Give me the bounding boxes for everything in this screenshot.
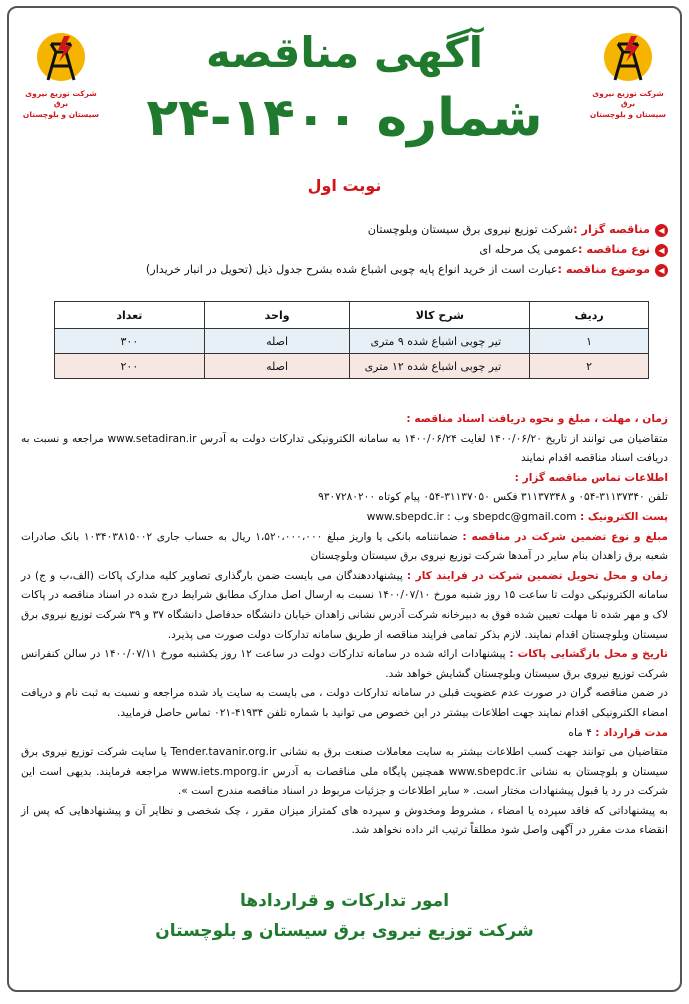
docs-text: متقاضیان می توانند از تاریخ ۱۴۰۰/۰۶/۲۰ لغایت ۱۴۰۰/۰۶/۲۴ به سامانه الکترونیکی تدارکات دولت به آدرس www.setadiran.ir مراجعه و نسبت به دریافت اسناد مناقصه اقدام نمایند: [21, 432, 668, 465]
tender-notice-page: [7, 6, 682, 992]
row-number: ۲: [530, 354, 649, 379]
info-type: [29, 240, 668, 260]
item-quantity: ۲۰۰: [55, 354, 205, 379]
delivery-heading: زمان و محل تحویل تضمین شرکت در فرایند کار :: [406, 569, 668, 582]
logo-caption-line1: شرکت توزیع نیروی برق: [592, 89, 664, 109]
tender-details: [21, 410, 668, 841]
delivery-text: پیشنهاددهندگان می بایست ضمن بارگذاری تصاویر کلیه مدارک پاکات (الف،ب و ج) در سامانه الکترونیکی دولت تا ساعت ۱۵ روز شنبه مورخ ۱۴۰۰/۰۷/۱۰ نسبت به ارسال اصل مدارک مطابق شرایط درج شده در اسناد مناقصه در پاکات لاک و مهر شده تا مهلت تعیین شده فوق به دبیرخانه شرکت آدرس نشانی زاهدان خیابان دانشگاه حدفاصل دانشگاه ۳۷ و ۳۹ شرکت توزیع نیروی برق سیستان وبلوچستان اقدام نمایند. لازم بذکر تمامی فرایند مناقصه از طریق سامانه تدارکات دولت صورت می پذیرد.: [21, 569, 668, 641]
subject-label: موضوع مناقصه :: [557, 263, 650, 276]
contact-heading: اطلاعات تماس مناقصه گزار :: [514, 471, 668, 484]
info-tenderer: [29, 220, 668, 240]
type-value: عمومی یک مرحله ای: [479, 243, 579, 256]
more-info-text: متقاضیان می توانند جهت کسب اطلاعات بیشتر به سایت معاملات صنعت برق به نشانی Tender.tavanir.org.ir یا سایت شرکت توزیع نیروی برق سیستان و بلوچستان به نشانی www.sbepdc.ir همچنین پایگاه ملی مناقصات به آدرس www.iets.mporg.ir مراجعه فرمایند. بدیهی است این شرکت در رد یا قبول پیشنهادات مختار است. « سایر اطلاعات و جزئیات مربوط در اسناد مناقصه مندرج است ».: [21, 746, 668, 798]
table-row: [55, 354, 649, 379]
item-quantity: ۳۰۰: [55, 329, 205, 354]
guarantee-text: ضمانتنامه بانکی یا واریز مبلغ ۱،۵۲۰،۰۰۰،۰۰۰ ریال به حساب جاری ۱۰۳۴۰۳۸۱۵۰۰۲ بانک صادرات شعبه برق زاهدان بنام سایر در آمدها شرکت توزیع نیروی برق سیستان وبلوچستان: [21, 530, 668, 563]
subject-value: عبارت است از خرید انواع پایه چوبی اشباع شده بشرح جدول ذیل (تحویل در انبار خریدار): [145, 263, 558, 276]
tender-number: شماره ۱۴۰۰-۲۴: [146, 88, 543, 148]
tenderer-value: شرکت توزیع نیروی برق سیستان وبلوچستان: [367, 223, 574, 236]
email-heading: پست الکترونیک :: [579, 510, 668, 523]
items-table: [54, 301, 649, 379]
guarantee-heading: مبلغ و نوع تضمین شرکت در مناقصه :: [462, 530, 668, 543]
opening-heading: تاریخ و محل بازگشایی پاکات :: [509, 648, 668, 661]
type-label: نوع مناقصه :: [578, 243, 650, 256]
arrow-left-icon: ◀: [655, 264, 668, 277]
contact-text: تلفن ۳۱۱۳۷۳۴۰-۰۵۴ و ۳۱۱۳۷۳۴۸ فکس ۳۱۱۳۷۰۵۰-۰۵۴ پیام کوتاه ۹۳۰۷۲۸۰۲۰۰: [318, 491, 668, 504]
tenderer-label: مناقصه گزار :: [573, 223, 650, 236]
docs-heading: زمان ، مهلت ، مبلغ و نحوه دریافت اسناد مناقصه :: [406, 413, 668, 425]
item-unit: اصله: [204, 329, 350, 354]
row-number: ۱: [530, 329, 649, 354]
table-row: [55, 329, 649, 354]
item-unit: اصله: [204, 354, 350, 379]
opening-text: پیشنهادات ارائه شده در سامانه تدارکات دولت در ساعت ۱۲ روز یکشنبه مورخ ۱۴۰۰/۰۷/۱۱ در سالن کنفرانس شرکت توزیع نیروی برق سیستان وبلوچستان گشایش خواهد شد.: [21, 648, 668, 680]
duration-text: ۴ ماه: [568, 726, 592, 739]
arrow-left-icon: ◀: [655, 224, 668, 237]
arrow-left-icon: ◀: [655, 244, 668, 257]
duration-heading: مدت قرارداد :: [595, 726, 668, 739]
footer-department: امور تدارکات و قراردادها: [239, 891, 450, 911]
email-text: sbepdc@gmail.com وب : www.sbepdc.ir: [366, 510, 577, 523]
table-header: شرح کالا: [350, 302, 530, 329]
logo-caption-line2: سیستان و بلوچستان: [589, 110, 667, 120]
info-subject: [29, 260, 668, 280]
table-header: ردیف: [530, 302, 649, 329]
page-title: آگهی مناقصه: [206, 28, 483, 77]
logo-caption-line2: سیستان و بلوچستان: [22, 110, 100, 120]
item-description: تیر چوبی اشباع شده ۱۲ متری: [350, 354, 530, 379]
late-bids-text: به پیشنهاداتی که فاقد سپرده یا امضاء ، مشروط ومخدوش و سپرده های کمتراز میزان مقرر ، چک شخصی و نظایر آن و پیشنهادهایی که پس از انقضاء مدت مقرر در آگهی واصل شود مطلقاً ترتیب اثر داده نخواهد شد.: [21, 804, 668, 837]
footer: [9, 886, 680, 946]
logo-caption-line1: شرکت توزیع نیروی برق: [25, 89, 97, 109]
table-header-row: [55, 302, 649, 329]
table-header: واحد: [204, 302, 350, 329]
round-label: نوبت اول: [307, 176, 382, 195]
tender-info: [29, 220, 668, 280]
item-description: تیر چوبی اشباع شده ۹ متری: [350, 329, 530, 354]
footer-company: شرکت توزیع نیروی برق سیستان و بلوچستان: [155, 921, 534, 941]
register-text: در ضمن مناقصه گران در صورت عدم عضویت قبلی در سامانه تدارکات دولت ، می بایست به سایت یاد شده مراجعه و نسبت به ثبت نام و دریافت امضاء الکترونیکی اقدام نمایند جهت اطلاعات بیشتر در این خصوص می توانید با شماره تلفن ۴۱۹۳۴-۰۲۱ تماس حاصل فرمایید.: [21, 687, 668, 719]
table-header: تعداد: [55, 302, 205, 329]
